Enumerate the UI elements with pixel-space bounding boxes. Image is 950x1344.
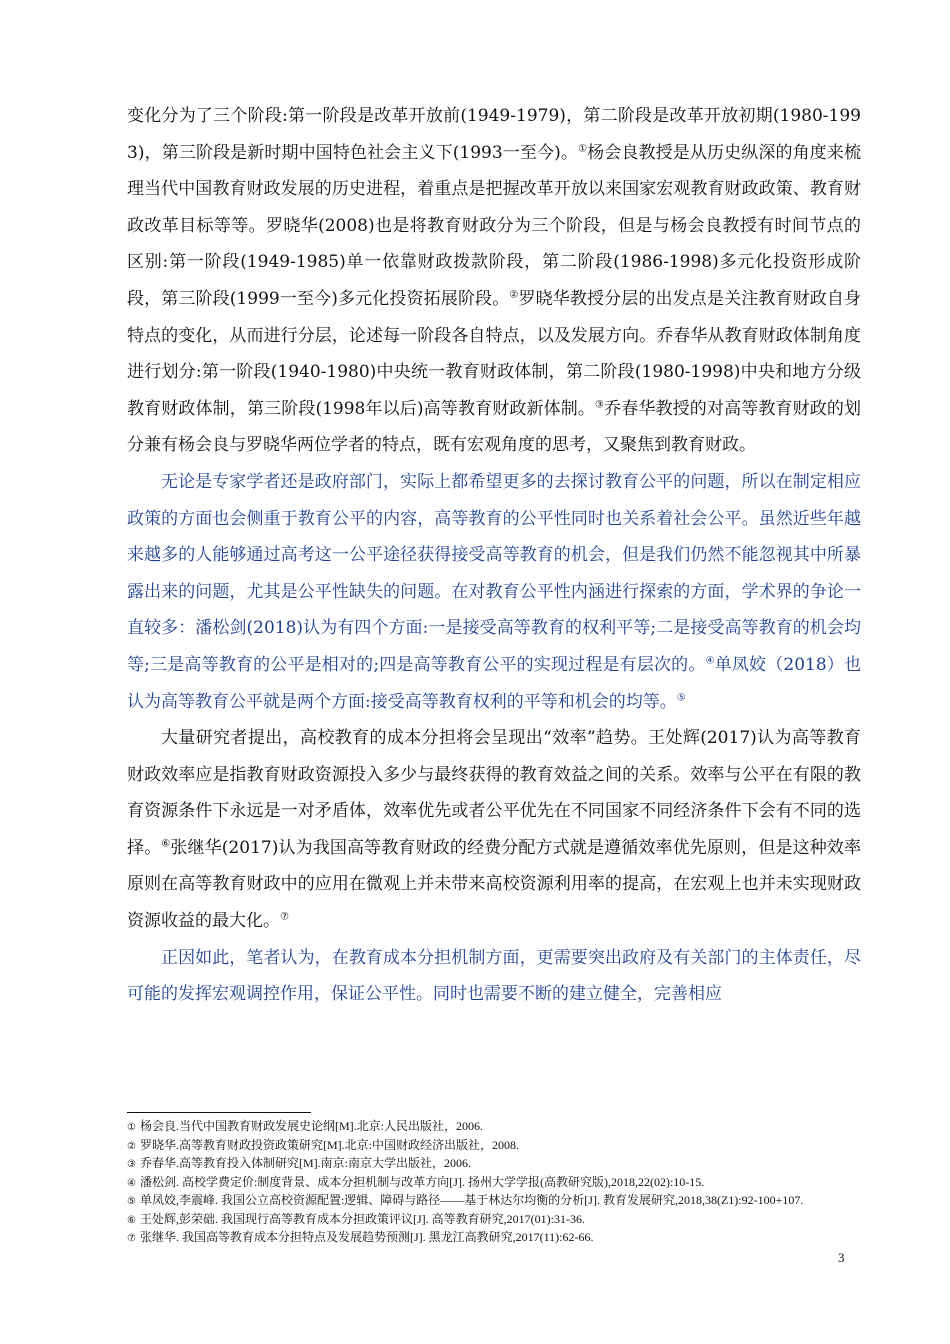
footnote-text: 王处辉,彭荣础. 我国现行高等教育成本分担政策评议[J]. 高等教育研究,2017(01):31-36. [139, 1211, 585, 1226]
footnote-number: ④ [127, 1177, 136, 1189]
footnote-mark[interactable]: ③ [595, 399, 605, 411]
footnote-1 [127, 1118, 847, 1137]
paragraph-text: 杨会良教授是从历史纵深的角度来梳理当代中国教育财政发展的历史进程，着重点是把握改革开放以来国家宏观教育财政政策、教育财政改革目标等等。罗晓华(2008)也是将教育财政分为三个阶段，但是与杨会良教授有时间节点的区别:第一阶段(1949-1985)单一依靠财政拨款阶段，第二阶段(1986-1998)多元化投资形成阶段，第三阶段(1999一至今)多元化投资拓展阶段。 [127, 142, 862, 309]
footnote-3 [127, 1155, 847, 1174]
footnote-text: 乔春华.高等教育投入体制研究[M].南京:南京大学出版社，2006. [139, 1156, 471, 1170]
footnote-separator [127, 1112, 311, 1113]
paragraph-efficiency [127, 720, 861, 940]
footnote-number: ⑦ [127, 1233, 136, 1244]
body-text [127, 98, 861, 1013]
paragraph-text: 罗晓华教授分层的出发点是关注教育财政自身特点的变化，从而进行分层，论述每一阶段各自特点，以及发展方向。乔春华从教育财政体制角度进行划分:第一阶段(1940-1980)中央统一教育财政体制，第二阶段(1980-1998)中央和地方分级教育财政体制，第三阶段(1998年以后)高等教育财政新体制。 [127, 288, 862, 419]
footnote-mark[interactable]: ④ [705, 655, 715, 667]
footnote-text: 杨会良.当代中国教育财政发展史论纲[M].北京:人民出版社，2006. [139, 1119, 483, 1133]
footnote-mark[interactable]: ① [578, 142, 588, 154]
footnote-6 [127, 1211, 847, 1230]
paragraph-text: 变化分为了三个阶段:第一阶段是改革开放前(1949-1979)，第二阶段是改革开放初期(1980-1993)，第三阶段是新时期中国特色社会主义下(1993一至今)。 [127, 106, 861, 163]
footnote-text: 罗晓华.高等教育财政投资政策研究[M].北京:中国财政经济出版社，2008. [139, 1137, 519, 1152]
footnotes [127, 1118, 847, 1248]
paragraph-text: 无论是专家学者还是政府部门，实际上都希望更多的去探讨教育公平的问题，所以在制定相应政策的方面也会侧重于教育公平的内容，高等教育的公平性同时也关系着社会公平。虽然近些年越来越多的人能够通过高考这一公平途径获得接受高等教育的机会，但是我们仍然不能忽视其中所暴露出来的问题，尤其是公平性缺失的问题。在对教育公平性内涵进行探索的方面，学术界的争论一直较多：潘松剑(2018)认为有四个方面:一是接受高等教育的权利平等;二是接受高等教育的机会均等;三是高等教育的公平是相对的;四是高等教育公平的实现过程是有层次的。 [127, 471, 861, 675]
footnote-7 [127, 1229, 847, 1248]
paragraph-text: 乔春华教授的对高等教育财政的划分兼有杨会良与罗晓华两位学者的特点，既有宏观角度的思考，又聚焦到教育财政。 [127, 398, 862, 456]
paragraph-text: 张继华(2017)认为我国高等教育财政的经费分配方式就是遵循效率优先原则，但是这种效率原则在高等教育财政中的应用在微观上并未带来高校资源利用率的提高，在宏观上也并未实现财政资源收益的最大化。 [127, 837, 862, 932]
footnote-number: ③ [127, 1159, 136, 1170]
paragraph-author-view [127, 940, 861, 1013]
page-number: 3 [838, 1250, 845, 1265]
footnote-2 [127, 1137, 847, 1156]
footnote-mark[interactable]: ⑦ [280, 911, 289, 923]
footnote-mark[interactable]: ⑥ [161, 838, 171, 850]
footnote-number: ① [127, 1122, 136, 1133]
footnote-5 [127, 1192, 847, 1211]
footnote-4 [127, 1174, 847, 1193]
footnote-number: ⑤ [127, 1196, 136, 1207]
footnote-text: 潘松剑. 高校学费定价:制度背景、成本分担机制与改革方向[J]. 扬州大学学报(高教研究版),2018,22(02):10-15. [139, 1174, 705, 1189]
footnote-number: ⑥ [127, 1214, 136, 1226]
paragraph-education-fairness [127, 464, 861, 720]
paragraph-text: 单凤姣（2018）也认为高等教育公平就是两个方面:接受高等教育权利的平等和机会的均等。 [127, 654, 861, 712]
paragraph-text: 大量研究者提出，高校教育的成本分担将会呈现出“效率”趋势。王处辉(2017)认为高等教育财政效率应是指教育财政资源投入多少与最终获得的教育效益之间的关系。效率与公平在有限的教育资源条件下永远是一对矛盾体，效率优先或者公平优先在不同国家不同经济条件下会有不同的选择。 [127, 728, 861, 858]
footnote-number: ② [127, 1140, 136, 1152]
paragraph-stage-division [127, 98, 861, 464]
footnote-text: 单凤姣,李震峰. 我国公立高校资源配置:逻辑、障碍与路径——基于林达尔均衡的分析[J]. 教育发展研究,2018,38(Z1):92-100+107. [139, 1193, 804, 1207]
footnote-mark[interactable]: ② [509, 289, 519, 301]
footnote-text: 张继华. 我国高等教育成本分担特点及发展趋势预测[J]. 黑龙江高教研究,2017(11):62-66. [139, 1230, 594, 1244]
paragraph-text: 正因如此，笔者认为，在教育成本分担机制方面，更需要突出政府及有关部门的主体责任，尽可能的发挥宏观调控作用，保证公平性。同时也需要不断的建立健全，完善相应 [127, 947, 861, 1005]
footnote-mark[interactable]: ⑤ [676, 691, 686, 703]
